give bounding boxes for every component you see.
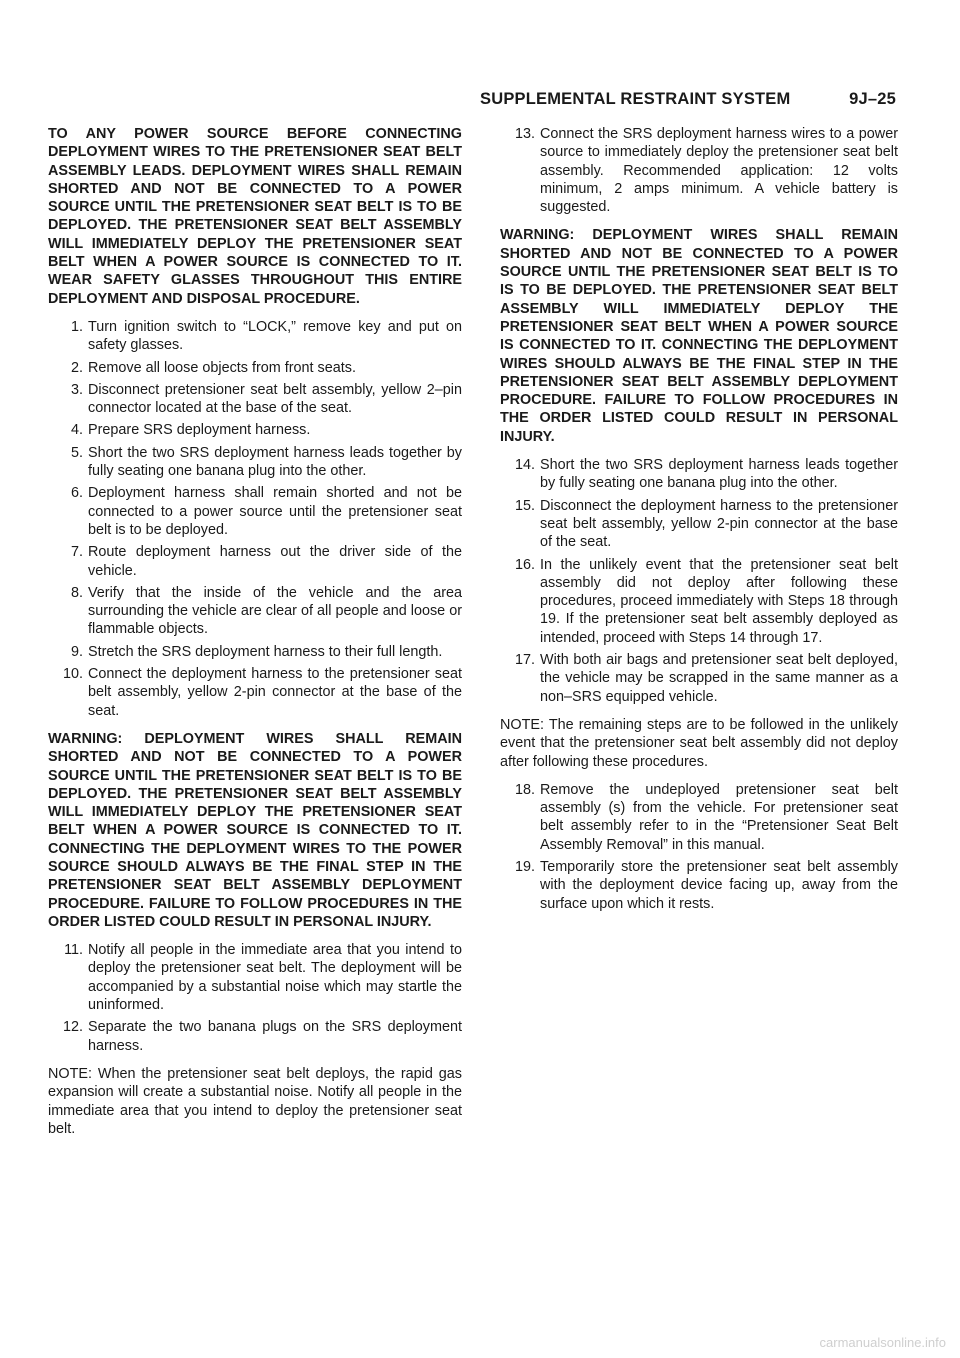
note-left: NOTE: When the pretensioner seat belt deploys, the rapid gas expansion will create a substantial noise. Notify all people in the immediate area that you intend to deploy the pretensioner seat belt. (48, 1065, 462, 1137)
right-column (500, 125, 898, 923)
list-item: 17. With both air bags and pretensioner seat belt deployed, the vehicle may be scrapped in the same manner as a non–SRS equipped vehicle. (514, 652, 898, 705)
page-number: 9J–25 (849, 90, 896, 108)
list-item: 11. Notify all people in the immediate area that you intend to deploy the pretensioner seat belt. The deployment will be accompanied by a substantial noise which may startle the uninformed. (64, 942, 462, 1014)
list-item: 15. Disconnect the deployment harness to the pretensioner seat belt assembly, yellow 2-pin connector at the base of the seat. (514, 497, 898, 551)
list-item: 9. Stretch the SRS deployment harness to their full length. (70, 643, 443, 660)
list-item: 10. Connect the deployment harness to the pretensioner seat belt assembly, yellow 2-pin connector at the base of the seat. (62, 666, 462, 719)
step-13 (500, 125, 898, 216)
watermark: carmanualsonline.info (819, 1335, 946, 1350)
note-right: NOTE: The remaining steps are to be followed in the unlikely event that the pretensioner seat belt assembly did not deploy after following these procedures. (500, 716, 898, 770)
list-item: 3. Disconnect pretensioner seat belt assembly, yellow 2–pin connector located at the base of the seat. (70, 381, 462, 417)
list-item: 13. Connect the SRS deployment harness wires to a power source to immediately deploy the pretensioner seat belt assembly. Recommended application: 12 volts minimum, 2 amps minimum. A vehicle battery is suggested. (514, 126, 898, 216)
list-item: 18. Remove the undeployed pretensioner seat belt assembly (s) from the vehicle. For pretensioner seat belt assembly refer to in the “Pretensioner Seat Belt Assembly Removal” in this manual. (514, 781, 898, 853)
list-item: 12. Separate the two banana plugs on the SRS deployment harness. (62, 1019, 462, 1054)
warning-mid: WARNING: DEPLOYMENT WIRES SHALL REMAIN SHORTED AND NOT BE CONNECTED TO A POWER SOURCE UNTIL THE PRETENSIONER SEAT BELT IS TO BE DEPLOYED. THE PRETENSIONER SEAT BELT ASSEMBLY WILL IMMEDIATELY DEPLOY THE PRETENSIONER SEAT BELT WHEN A POWER SOURCE IS CONNECTED TO IT. CONNECTING THE DEPLOYMENT WIRES TO THE POWER SOURCE SHOULD ALWAYS BE THE FINAL STEP IN THE PRETENSIONER SEAT BELT ASSEMBLY DEPLOYMENT PROCEDURE. FAILURE TO FOLLOW PROCEDURES IN THE ORDER LISTED COULD RESULT IN PERSONAL INJURY. (48, 730, 462, 930)
list-item: 5. Short the two SRS deployment harness leads together by fully seating one banana plug into the other. (70, 444, 462, 480)
page-header (480, 90, 896, 109)
list-item: 4. Prepare SRS deployment harness. (70, 422, 311, 439)
list-item: 16. In the unlikely event that the pretensioner seat belt assembly did not deploy after following these procedures, proceed immediately with Steps 18 through 19. If the pretensioner seat belt assembly deployed as intended, proceed with Steps 14 through 17. (514, 556, 898, 646)
steps-18-19 (500, 781, 898, 913)
list-item: 7. Route deployment harness out the driver side of the vehicle. (70, 544, 462, 579)
steps-14-17 (500, 456, 898, 706)
list-item: 8. Verify that the inside of the vehicle and the area surrounding the vehicle are clear of all people and loose or flammable objects. (70, 584, 462, 638)
list-item: 14. Short the two SRS deployment harness leads together by fully seating one banana plug into the other. (514, 457, 898, 492)
steps-11-12 (48, 941, 462, 1055)
left-column (48, 125, 462, 1148)
section-title: SUPPLEMENTAL RESTRAINT SYSTEM (480, 90, 791, 108)
list-item: 19. Temporarily store the pretensioner seat belt assembly with the deployment device facing up, away from the surface upon which it rests. (514, 858, 898, 912)
list-item: 6. Deployment harness shall remain shorted and not be connected to a power source until the pretensioner seat belt is to be deployed. (70, 485, 462, 538)
steps-1-10 (48, 318, 462, 720)
warning-right: WARNING: DEPLOYMENT WIRES SHALL REMAIN SHORTED AND NOT BE CONNECTED TO A POWER SOURCE UNTIL THE PRETENSIONER SEAT BELT IS TO IS TO BE DEPLOYED. THE PRETENSIONER SEAT BELT ASSEMBLY WILL IMMEDIATELY DEPLOY THE PRETENSIONER SEAT BELT WHEN A POWER SOURCE IS CONNECTED TO IT. CONNECTING THE DEPLOYMENT WIRES SHOULD ALWAYS BE THE FINAL STEP IN THE PRETENSIONER SEAT BELT ASSEMBLY DEPLOYMENT PROCEDURE. FAILURE TO FOLLOW PROCEDURES IN THE ORDER LISTED COULD RESULT IN PERSONAL INJURY. (500, 227, 898, 445)
list-item: 1. Turn ignition switch to “LOCK,” remove key and put on safety glasses. (70, 318, 462, 354)
list-item: 2. Remove all loose objects from front seats. (70, 359, 356, 376)
warning-top: TO ANY POWER SOURCE BEFORE CONNECTING DEPLOYMENT WIRES TO THE PRETENSIONER SEAT BELT ASSEMBLY LEADS. DEPLOYMENT WIRES SHALL REMAIN SHORTED AND NOT BE CONNECTED TO A POWER SOURCE UNTIL THE PRETENSIONER SEAT BELT IS TO BE DEPLOYED. THE PRETENSIONER SEAT BELT ASSEMBLY WILL IMMEDIATELY DEPLOY THE PRETENSIONER SEAT BELT WHEN A POWER SOURCE IS CONNECTED TO IT. WEAR SAFETY GLASSES THROUGHOUT THIS ENTIRE DEPLOYMENT AND DISPOSAL PROCEDURE. (48, 126, 462, 307)
